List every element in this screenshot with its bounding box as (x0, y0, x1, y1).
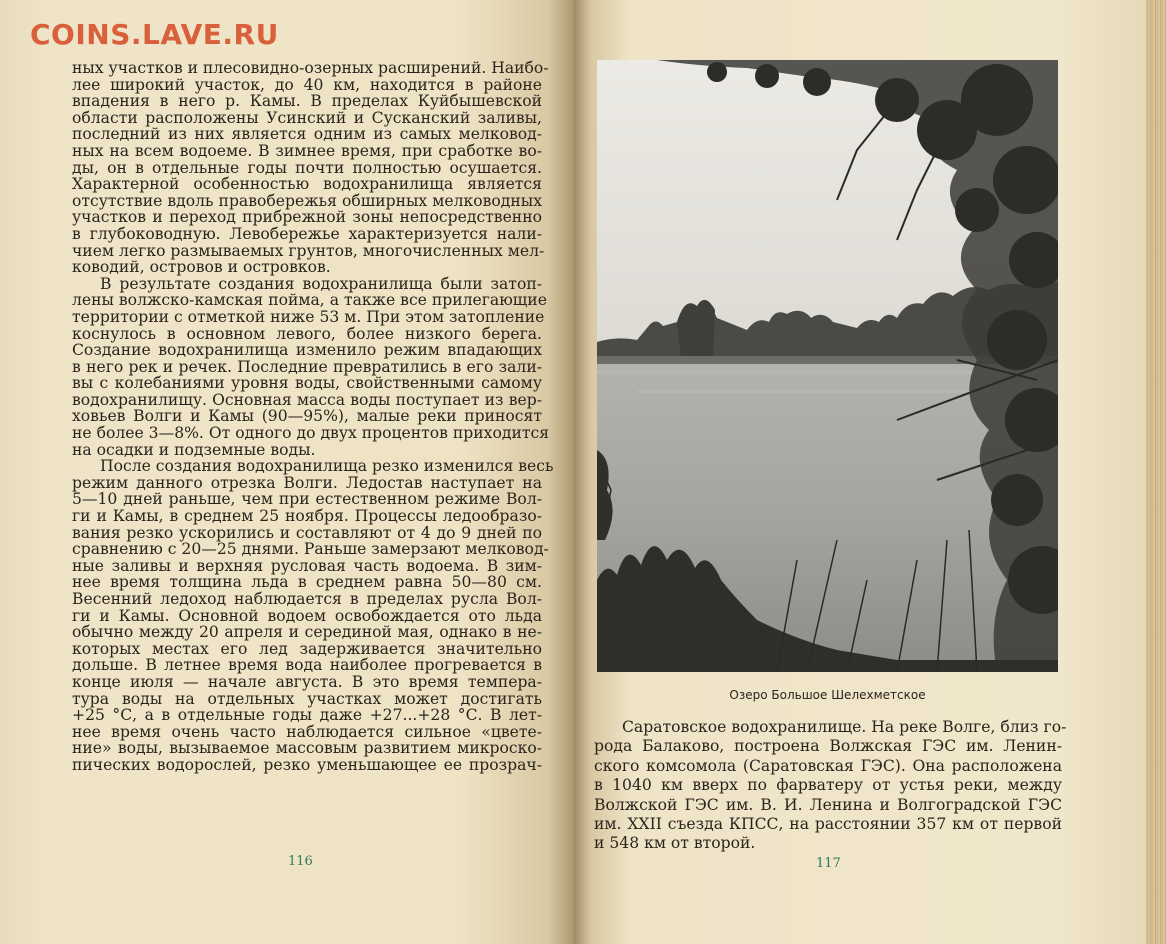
text-line: нее время очень часто наблюдается сильное «цвете- (72, 722, 542, 741)
text-line: После создания водохранилища резко изменился весь (100, 457, 554, 476)
text-line: ных участков и плесовидно-озерных расширений. Наибо- (72, 59, 549, 77)
text-line: участков и переход прибрежной зоны непосредственно (72, 208, 542, 227)
text-line: пических водорослей, резко уменьшающее ее прозрач- (72, 755, 542, 774)
text-line: области расположены Усинский и Сусканский заливы, (72, 108, 542, 127)
text-line: вы с колебаниями уровня воды, свойственными самому (72, 374, 542, 393)
text-line: водохранилищу. Основная масса воды поступает из вер- (72, 390, 542, 409)
left-page (0, 0, 576, 944)
text-line: вания резко ускорились и составляют от 4 до 9 дней по (72, 523, 542, 542)
text-line: +25 °С, а в отдельные годы даже +27...+28 °С. В лет- (72, 706, 542, 725)
text-line: чием легко размываемых грунтов, многочисленных мел- (72, 241, 545, 260)
text-line: и 548 км от второй. (594, 834, 756, 853)
text-line: рода Балаково, построена Волжская ГЭС им. Ленин- (594, 737, 1062, 756)
photo-caption: Озеро Большое Шелехметское (729, 688, 926, 702)
book-page-edges (1146, 0, 1166, 944)
text-line: ды, он в отдельные годы почти полностью осушается. (72, 158, 542, 177)
text-line: ные заливы и верхняя русловая часть водоема. В зим- (72, 556, 542, 575)
text-line: Характерной особенностью водохранилища является (72, 175, 542, 194)
text-line: ги и Камы, в среднем 25 ноября. Процессы ледообразо- (72, 507, 542, 526)
text-line: тура воды на отдельных участках может достигать (72, 689, 542, 708)
watermark: COINS.LAVE.RU (30, 18, 279, 51)
text-line: последний из них является одним из самых мелковод- (72, 125, 542, 144)
text-line: территории с отметкой ниже 53 м. При этом затопление (72, 307, 545, 326)
text-line: на осадки и подземные воды. (72, 440, 316, 459)
text-line: режим данного отрезка Волги. Ледостав наступает на (72, 473, 542, 492)
text-line: Создание водохранилища изменило режим впадающих (72, 341, 542, 360)
text-line: 5—10 дней раньше, чем при естественном режиме Вол- (72, 490, 542, 509)
text-line: ние» воды, вызываемое массовым развитием микроско- (72, 739, 542, 758)
text-line: в 1040 км вверх по фарватеру от устья реки, между (594, 776, 1062, 795)
text-line: Саратовское водохранилище. На реке Волге, близ го- (622, 718, 1067, 736)
text-line: нее время толщина льда в среднем равна 50—80 см. (72, 573, 542, 592)
text-line: в глубоководную. Левобережье характеризуется нали- (72, 224, 542, 243)
page-number-left: 116 (288, 854, 313, 869)
text-line: ководий, островов и островков. (72, 258, 331, 277)
lake-photo (597, 60, 1058, 672)
text-line: ги и Камы. Основной водоем освобождается ото льда (72, 606, 542, 625)
text-line: обычно между 20 апреля и серединой мая, однако в не- (72, 623, 542, 642)
right-page-text (594, 718, 1067, 854)
text-line: им. XXII съезда КПСС, на расстоянии 357 км от первой (594, 815, 1062, 834)
text-line: не более 3—8%. От одного до двух процентов приходится (72, 424, 550, 443)
text-line: В результате создания водохранилища были затоп- (100, 274, 542, 293)
text-line: коснулось в основном левого, более низкого берега. (72, 324, 542, 343)
text-line: Весенний ледоход наблюдается в пределах русла Вол- (72, 590, 542, 608)
text-line: дольше. В летнее время вода наиболее прогревается в (72, 656, 542, 675)
text-line: в него рек и речек. Последние превратились в его зали- (72, 357, 542, 376)
text-line: сравнению с 20—25 днями. Раньше замерзают мелковод- (72, 540, 549, 559)
text-line: Волжской ГЭС им. В. И. Ленина и Волгоградской ГЭС (594, 795, 1062, 814)
text-line: ского комсомола (Саратовская ГЭС). Она расположена (594, 756, 1062, 775)
text-line: которых местах его лед задерживается значительно (72, 639, 542, 658)
text-line: отсутствие вдоль правобережья обширных мелководных (72, 191, 542, 210)
left-page-text (72, 59, 554, 774)
text-line: ховьев Волги и Камы (90—95%), малые реки приносят (72, 407, 542, 426)
text-line: конце июля — начале августа. В это время темпера- (72, 672, 542, 691)
text-line: лены волжско-камская пойма, а также все прилегающие (72, 291, 547, 310)
text-line: лее широкий участок, до 40 км, находится в районе (72, 75, 542, 94)
lake-landscape-image (597, 60, 1058, 672)
page-number-right: 117 (816, 856, 841, 871)
text-line: впадения в него р. Камы. В пределах Куйбышевской (72, 92, 542, 111)
text-line: ных на всем водоеме. В зимнее время, при сработке во- (72, 141, 542, 160)
